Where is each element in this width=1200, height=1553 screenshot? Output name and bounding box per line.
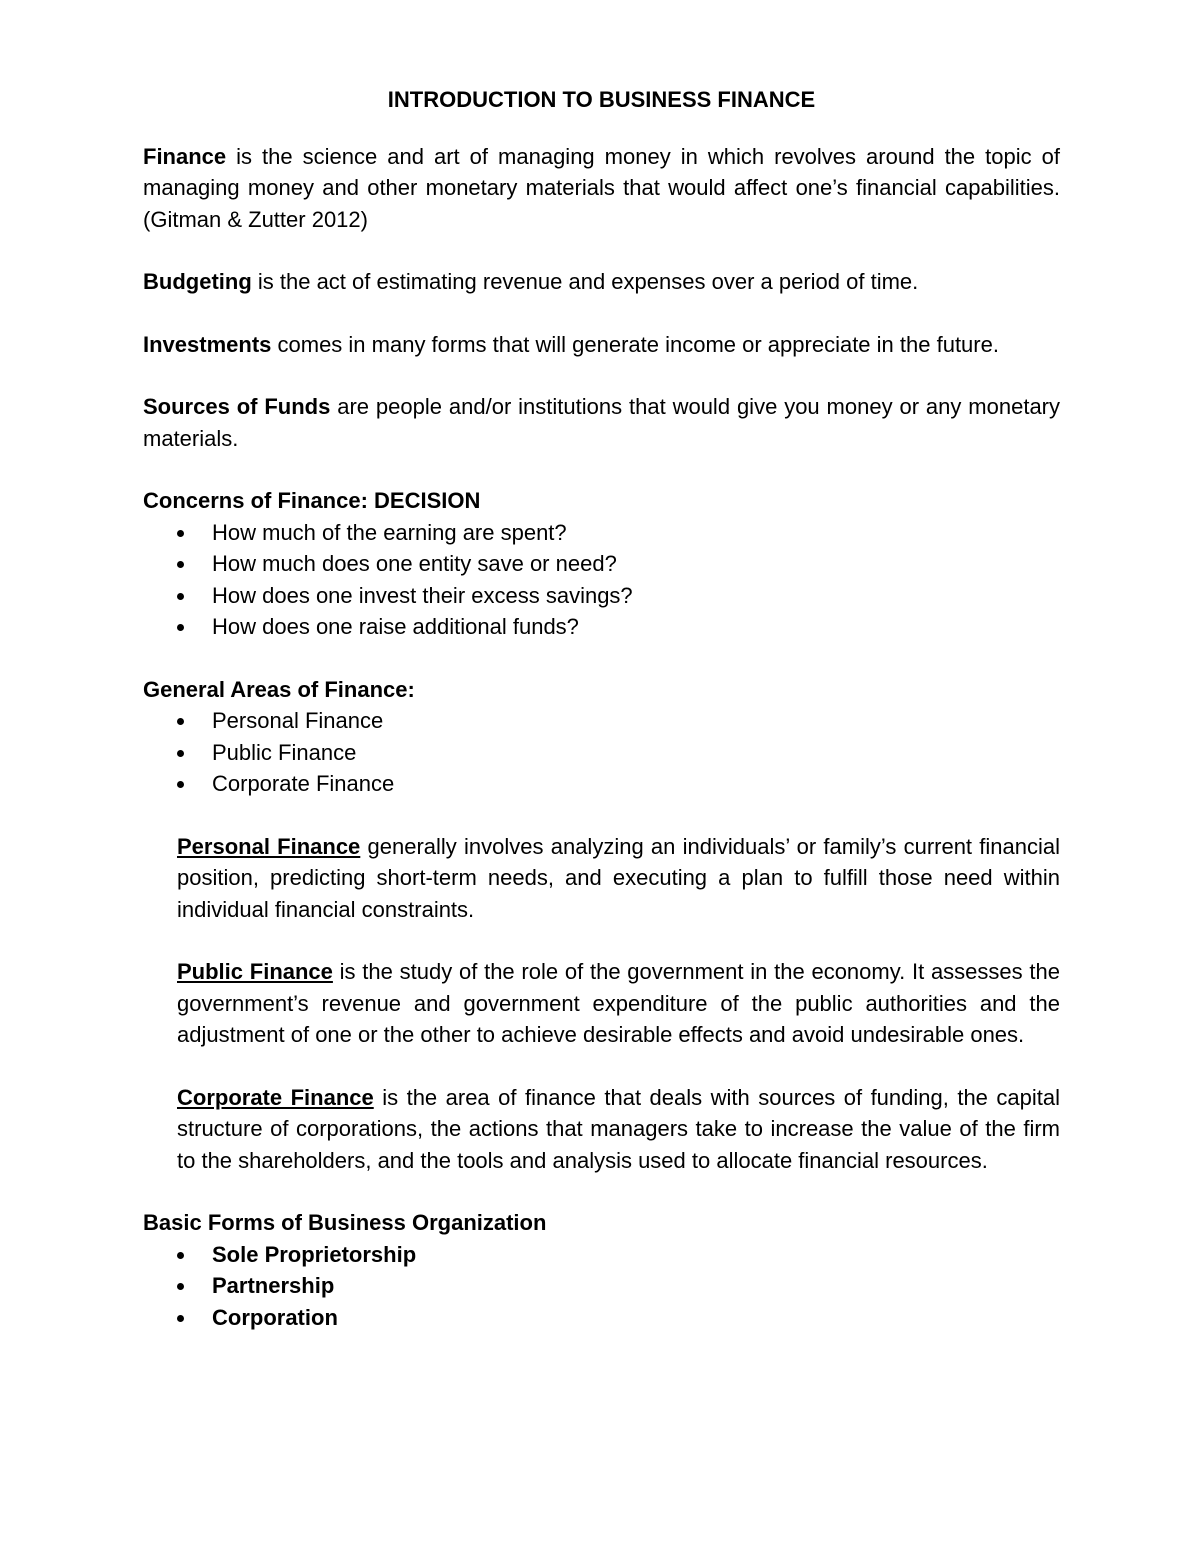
spacer: [143, 643, 1060, 674]
organization-list: [143, 1239, 1060, 1334]
spacer: [143, 235, 1060, 266]
areas-heading: General Areas of Finance:: [143, 676, 415, 702]
personal-finance-text: generally involves analyzing an individuals’ or family’s current financial position, predicting short-term needs, and executing a plan to fulfill those need within individual financial constraints.: [177, 833, 1060, 922]
list-item: How much of the earning are spent?: [143, 517, 1060, 549]
public-finance-text: is the study of the role of the government in the economy. It assesses the government’s revenue and government expenditure of the public authorities and the adjustment of one or the other to achieve desirable effects and avoid undesirable ones.: [177, 959, 1060, 1047]
list-item: Sole Proprietorship: [143, 1239, 1060, 1271]
sources-definition: [143, 391, 1060, 454]
list-item: Corporate Finance: [143, 768, 1060, 800]
spacer: [143, 800, 1060, 831]
personal-finance-term: Personal Finance: [177, 833, 361, 859]
corporate-finance-term: Corporate Finance: [177, 1084, 374, 1110]
budgeting-term: Budgeting: [143, 269, 252, 294]
spacer: [143, 360, 1060, 391]
budgeting-text: is the act of estimating revenue and expenses over a period of time.: [251, 269, 919, 294]
spacer: [143, 454, 1060, 485]
list-item: How does one invest their excess savings?: [143, 580, 1060, 612]
list-item: How much does one entity save or need?: [143, 548, 1060, 580]
public-finance-paragraph: [143, 956, 1060, 1051]
spacer: [143, 1051, 1060, 1082]
finance-text: is the science and art of managing money in which revolves around the topic of managing money and other monetary materials that would affect one’s financial capabilities. (Gitman & Zutter 2012): [143, 143, 1060, 232]
personal-finance-paragraph: [143, 831, 1060, 926]
investments-term: Investments: [143, 331, 272, 357]
sources-text: are people and/or institutions that would give you money or any monetary materials.: [143, 394, 1061, 451]
public-finance-term: Public Finance: [177, 959, 333, 984]
spacer: [143, 925, 1060, 956]
investments-text: comes in many forms that will generate income or appreciate in the future.: [271, 331, 999, 357]
budgeting-definition: [143, 266, 1060, 298]
corporate-finance-paragraph: [143, 1082, 1060, 1177]
spacer: [143, 298, 1060, 329]
corporate-finance-text: is the area of finance that deals with sources of funding, the capital structure of corporations, the actions that managers take to increase the value of the firm to the shareholders, and the tools and analysis used to allocate financial resources.: [177, 1084, 1060, 1173]
list-item: Personal Finance: [143, 705, 1060, 737]
investments-definition: [143, 329, 1060, 361]
spacer: [143, 1176, 1060, 1207]
list-item: Partnership: [143, 1270, 1060, 1302]
page-title: INTRODUCTION TO BUSINESS FINANCE: [387, 87, 816, 112]
document-page: [143, 84, 1060, 1333]
organization-heading: Basic Forms of Business Organization: [143, 1210, 547, 1235]
finance-term: Finance: [143, 143, 227, 169]
list-item: Public Finance: [143, 737, 1060, 769]
sources-term: Sources of Funds: [143, 394, 331, 419]
finance-definition: [143, 141, 1060, 236]
list-item: How does one raise additional funds?: [143, 611, 1060, 643]
concerns-list: [143, 517, 1060, 643]
concerns-heading: Concerns of Finance: DECISION: [143, 488, 481, 513]
list-item: Corporation: [143, 1302, 1060, 1334]
areas-list: [143, 705, 1060, 800]
